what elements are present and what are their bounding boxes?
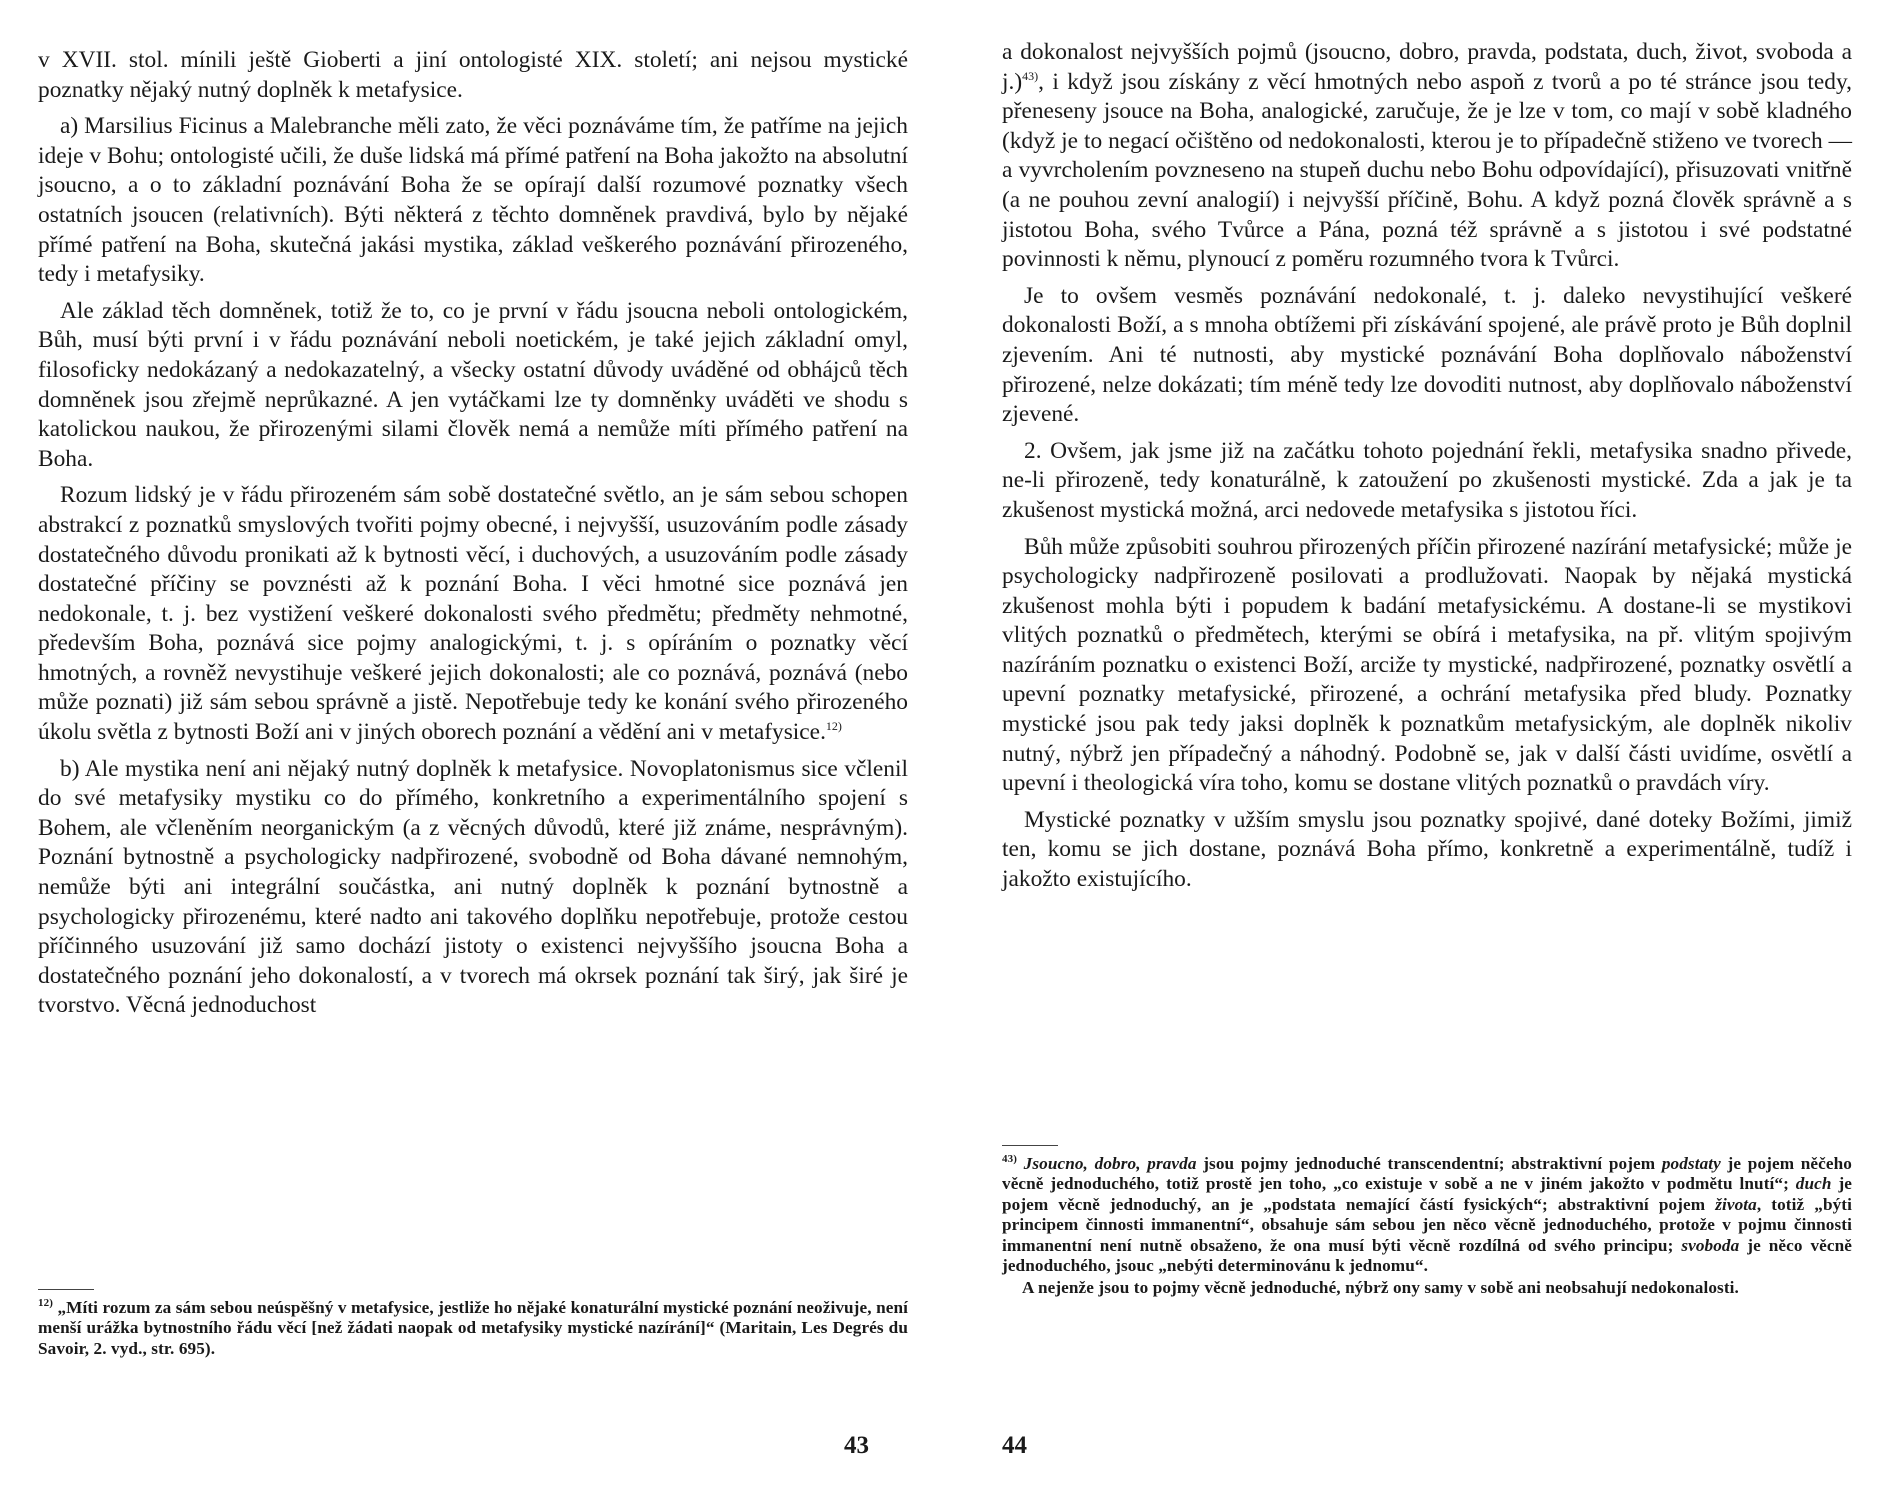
footnote [1002, 1154, 1852, 1276]
footnote-text: je pojem věcně jednoduchý, an je „podstata nemající částí fysických“; abstraktivní pojem [1002, 1174, 1852, 1214]
paragraph: 2. Ovšem, jak jsme již na začátku tohoto pojednání řekli, metafysika snadno přivede, ne-li přirozeně, tedy konaturálně, k zatoužení po zkušenosti mystické. Zda a jak je ta zkušenost mystická možná, arci nedovede metafysika s jistotou říci. [1002, 437, 1852, 523]
page-number: 43 [844, 1432, 869, 1459]
paragraph-text: , i když jsou získány z věcí hmotných nebo aspoň z tvorů a po té stránce jsou tedy, přeneseny jsouce na Boha, analogické, zaručuje, že je lze v tom, co mají v sobě kladného (když je to negací očištěno od nedokonalosti, kterou je to případečně stiženo ve tvorech — a vyvrcholením povzneseno na stupeň duchu nebo Bohu odpovídající), přisuzovati vnitřně (a ne pouhou zevní analogií) i nejvyšší příčině, Bohu. A když pozná člověk správně a s jistotou Boha, svého Tvůrce a Pána, pozná též správně a s jistotou i své podstatné povinnosti k němu, plynoucí z poměru rozumného tvora k Tvůrci. [1002, 68, 1852, 273]
footnote-divider [1002, 1145, 1058, 1146]
footnote-text: , totiž „býti principem činnosti immanentní“, obsahuje sám sebou jen něco věcně jednoduchého, protože v pojmu činnosti immanentní není nutně obsaženo, že ona musí býti věcně rozdílná od svého principu; [1002, 1194, 1852, 1255]
footnote-divider [38, 1289, 94, 1290]
right-page [1002, 0, 1852, 1500]
paragraph [1002, 38, 1852, 275]
right-page-body [1002, 38, 1852, 902]
footnote-reference: 12) [825, 719, 842, 734]
footnote-italic: života [1715, 1194, 1757, 1214]
paragraph: a) Marsilius Ficinus a Malebranche měli zato, že věci poznáváme tím, že patříme na jejich ideje v Bohu; ontologisté učili, že duše lidská má přímé patření na Boha jakožto na absolutní jsoucno, a o to základní poznávání Boha že se opírají další rozumové poznatky všech ostatních jsoucen (relativních). Býti některá z těchto domněnek pravdivá, bylo by nějaké přímé patření na Boha, skutečná jakási mystika, základ veškerého poznávání přirozeného, tedy i metafysiky. [38, 113, 908, 288]
footnote-text: jsou pojmy jednoduché transcendentní; abstraktivní pojem [1196, 1154, 1662, 1173]
left-page-body [38, 46, 908, 1028]
footnote-reference: 43) [1022, 68, 1039, 83]
page-number: 44 [1002, 1432, 1027, 1459]
footnote-continuation: A nejenže jsou to pojmy věcně jednoduché, nýbrž ony samy v sobě ani neobsahují nedokonalosti. [1022, 1278, 1739, 1298]
footnote-italic: svoboda [1681, 1235, 1740, 1255]
paragraph: v XVII. stol. mínili ještě Gioberti a jiní ontologisté XIX. století; ani nejsou mystické poznatky nějaký nutný doplněk k metafysice. [38, 47, 908, 103]
paragraph: b) Ale mystika není ani nějaký nutný doplněk k metafysice. Novoplatonismus sice včlenil do své metafysiky mystiku co do přímého, konkretního a experimentálního spojení s Bohem, ale včleněním neorganickým (a z věcných důvodů, které již známe, nesprávným). Poznání bytnostně a psychologicky nadpřirozené, svobodně od Boha dávané nemnohým, nemůže býti ani integrální součástka, ani nutný doplněk k poznání bytnostně a psychologicky přirozenému, které nadto ani takového doplňku nepotřebuje, protože cestou příčinného usuzování již samo dochází jistoty o existenci nejvyššího jsoucna Boha a dostatečného poznání jeho dokonalostí, a v tvorech má okrsek poznání tak širý, jak širé je tvorstvo. Věcná jednoduchost [38, 755, 908, 1019]
paragraph: Ale základ těch domněnek, totiž že to, co je první v řádu jsoucna neboli ontologickém, Bůh, musí býti první i v řádu poznávání neboli noetickém, je také jejich základní omyl, filosoficky nedokázaný a nedokazatelný, a všecky ostatní důvody uváděné od obhájců těch domněnek jsou zřejmě neprůkazné. A jen vytáčkami lze ty domněnky uváděti ve shodu s katolickou naukou, že přirozenými silami člověk nemá a nemůže míti přímého patření na Boha. [38, 297, 908, 472]
footnote-area [38, 1289, 908, 1359]
footnote-text: je pojem něčeho věcně jednoduchého, totiž prostě jen toho, „co existuje v sobě a ne v jiném jakožto v podmětu lnutí“; [1002, 1154, 1852, 1194]
paragraph: Je to ovšem vesměs poznávání nedokonalé, t. j. daleko nevystihující veškeré dokonalosti Boží, a s mnoha obtížemi při získávání spojené, ale právě proto je Bůh doplnil zjevením. Ani té nutnosti, aby mystické poznávání Boha doplňovalo náboženství přirozené, nelze dokázati; tím méně tedy lze dovoditi nutnost, aby doplňovalo náboženství zjevené. [1002, 282, 1852, 428]
footnote [38, 1298, 908, 1359]
left-page [38, 0, 908, 1500]
footnote-italic: duch [1795, 1174, 1832, 1194]
footnote-italic: Jsoucno, dobro, pravda [1023, 1154, 1197, 1173]
footnote-text: „Míti rozum za sám sebou neúspěšný v metafysice, jestliže ho nějaké konaturální mystické poznání neoživuje, není menší urážka bytnostního řádu věcí [než žádati naopak od metafysiky mystické nazírání]“ (Maritain, Les Degrés du Savoir, 2. vyd., str. 695). [38, 1298, 908, 1358]
paragraph: Mystické poznatky v užším smyslu jsou poznatky spojivé, dané doteky Božími, jimiž ten, komu se jich dostane, poznává Boha přímo, konkretně a experimentálně, tudíž i jakožto existujícího. [1002, 806, 1852, 893]
paragraph [38, 481, 908, 747]
footnote-mark: 43) [1002, 1153, 1017, 1165]
footnote-mark: 12) [38, 1297, 53, 1309]
footnote-text: je něco věcně jednoduchého, jsouc „nebýti determinovánu k jednomu“. [1002, 1235, 1852, 1276]
footnote-italic: podstaty [1661, 1154, 1721, 1173]
footnote-area [1002, 1145, 1852, 1299]
paragraph: Bůh může způsobiti souhrou přirozených příčin přirozené nazírání metafysické; může je psychologicky nadpřirozeně posilovati a prodlužovati. Naopak by nějaká mystická zkušenost mohla býti i popudem k badání metafysickému. A dostane-li se mystikovi vlitých poznatků o předmětech, kterými se obírá i metafysika, na př. vlitým spojivým nazíráním poznatku o existenci Boží, arciže ty mystické, nadpřirozené, poznatky osvětlí a upevní poznatky metafysické, přirozené, a ochrání metafysika před bludy. Poznatky mystické jsou pak tedy jaksi doplněk k poznatkům metafysickým, ale doplněk nikoliv nutný, nýbrž jen případečný a náhodný. Podobně se, jak v další části uvidíme, osvětlí a upevní i theologická víra toho, komu se dostane vlitých poznatků o pravdách víry. [1002, 533, 1852, 797]
paragraph-text: a dokonalost nejvyšších pojmů (jsoucno, dobro, pravda, podstata, duch, život, svoboda a j.) [1002, 39, 1852, 95]
paragraph-text: Rozum lidský je v řádu přirozeném sám sobě dostatečné světlo, an je sám sebou schopen abstrakcí z poznatků smyslových tvořiti pojmy obecné, i nejvyšší, usuzováním podle zásady dostatečného důvodu pronikati až k bytnosti věcí, i duchových, a usuzováním podle zásady dostatečné příčiny se povznésti až k poznání Boha. I věci hmotné sice poznává jen nedokonale, t. j. bez vystižení veškeré dokonalosti svého předmětu; předměty nehmotné, především Boha, poznává sice pojmy analogickými, t. j. s opíráním o poznatky věcí hmotných, a rovněž nevystihuje veškeré jejich dokonalosti; ale co poznává, poznává (nebo může poznati) již sám sebou správně a jistě. Nepotřebuje tedy ke konání svého přirozeného úkolu světla z bytnosti Boží ani v jiných oborech poznání a vědění ani v metafysice. [38, 482, 908, 746]
